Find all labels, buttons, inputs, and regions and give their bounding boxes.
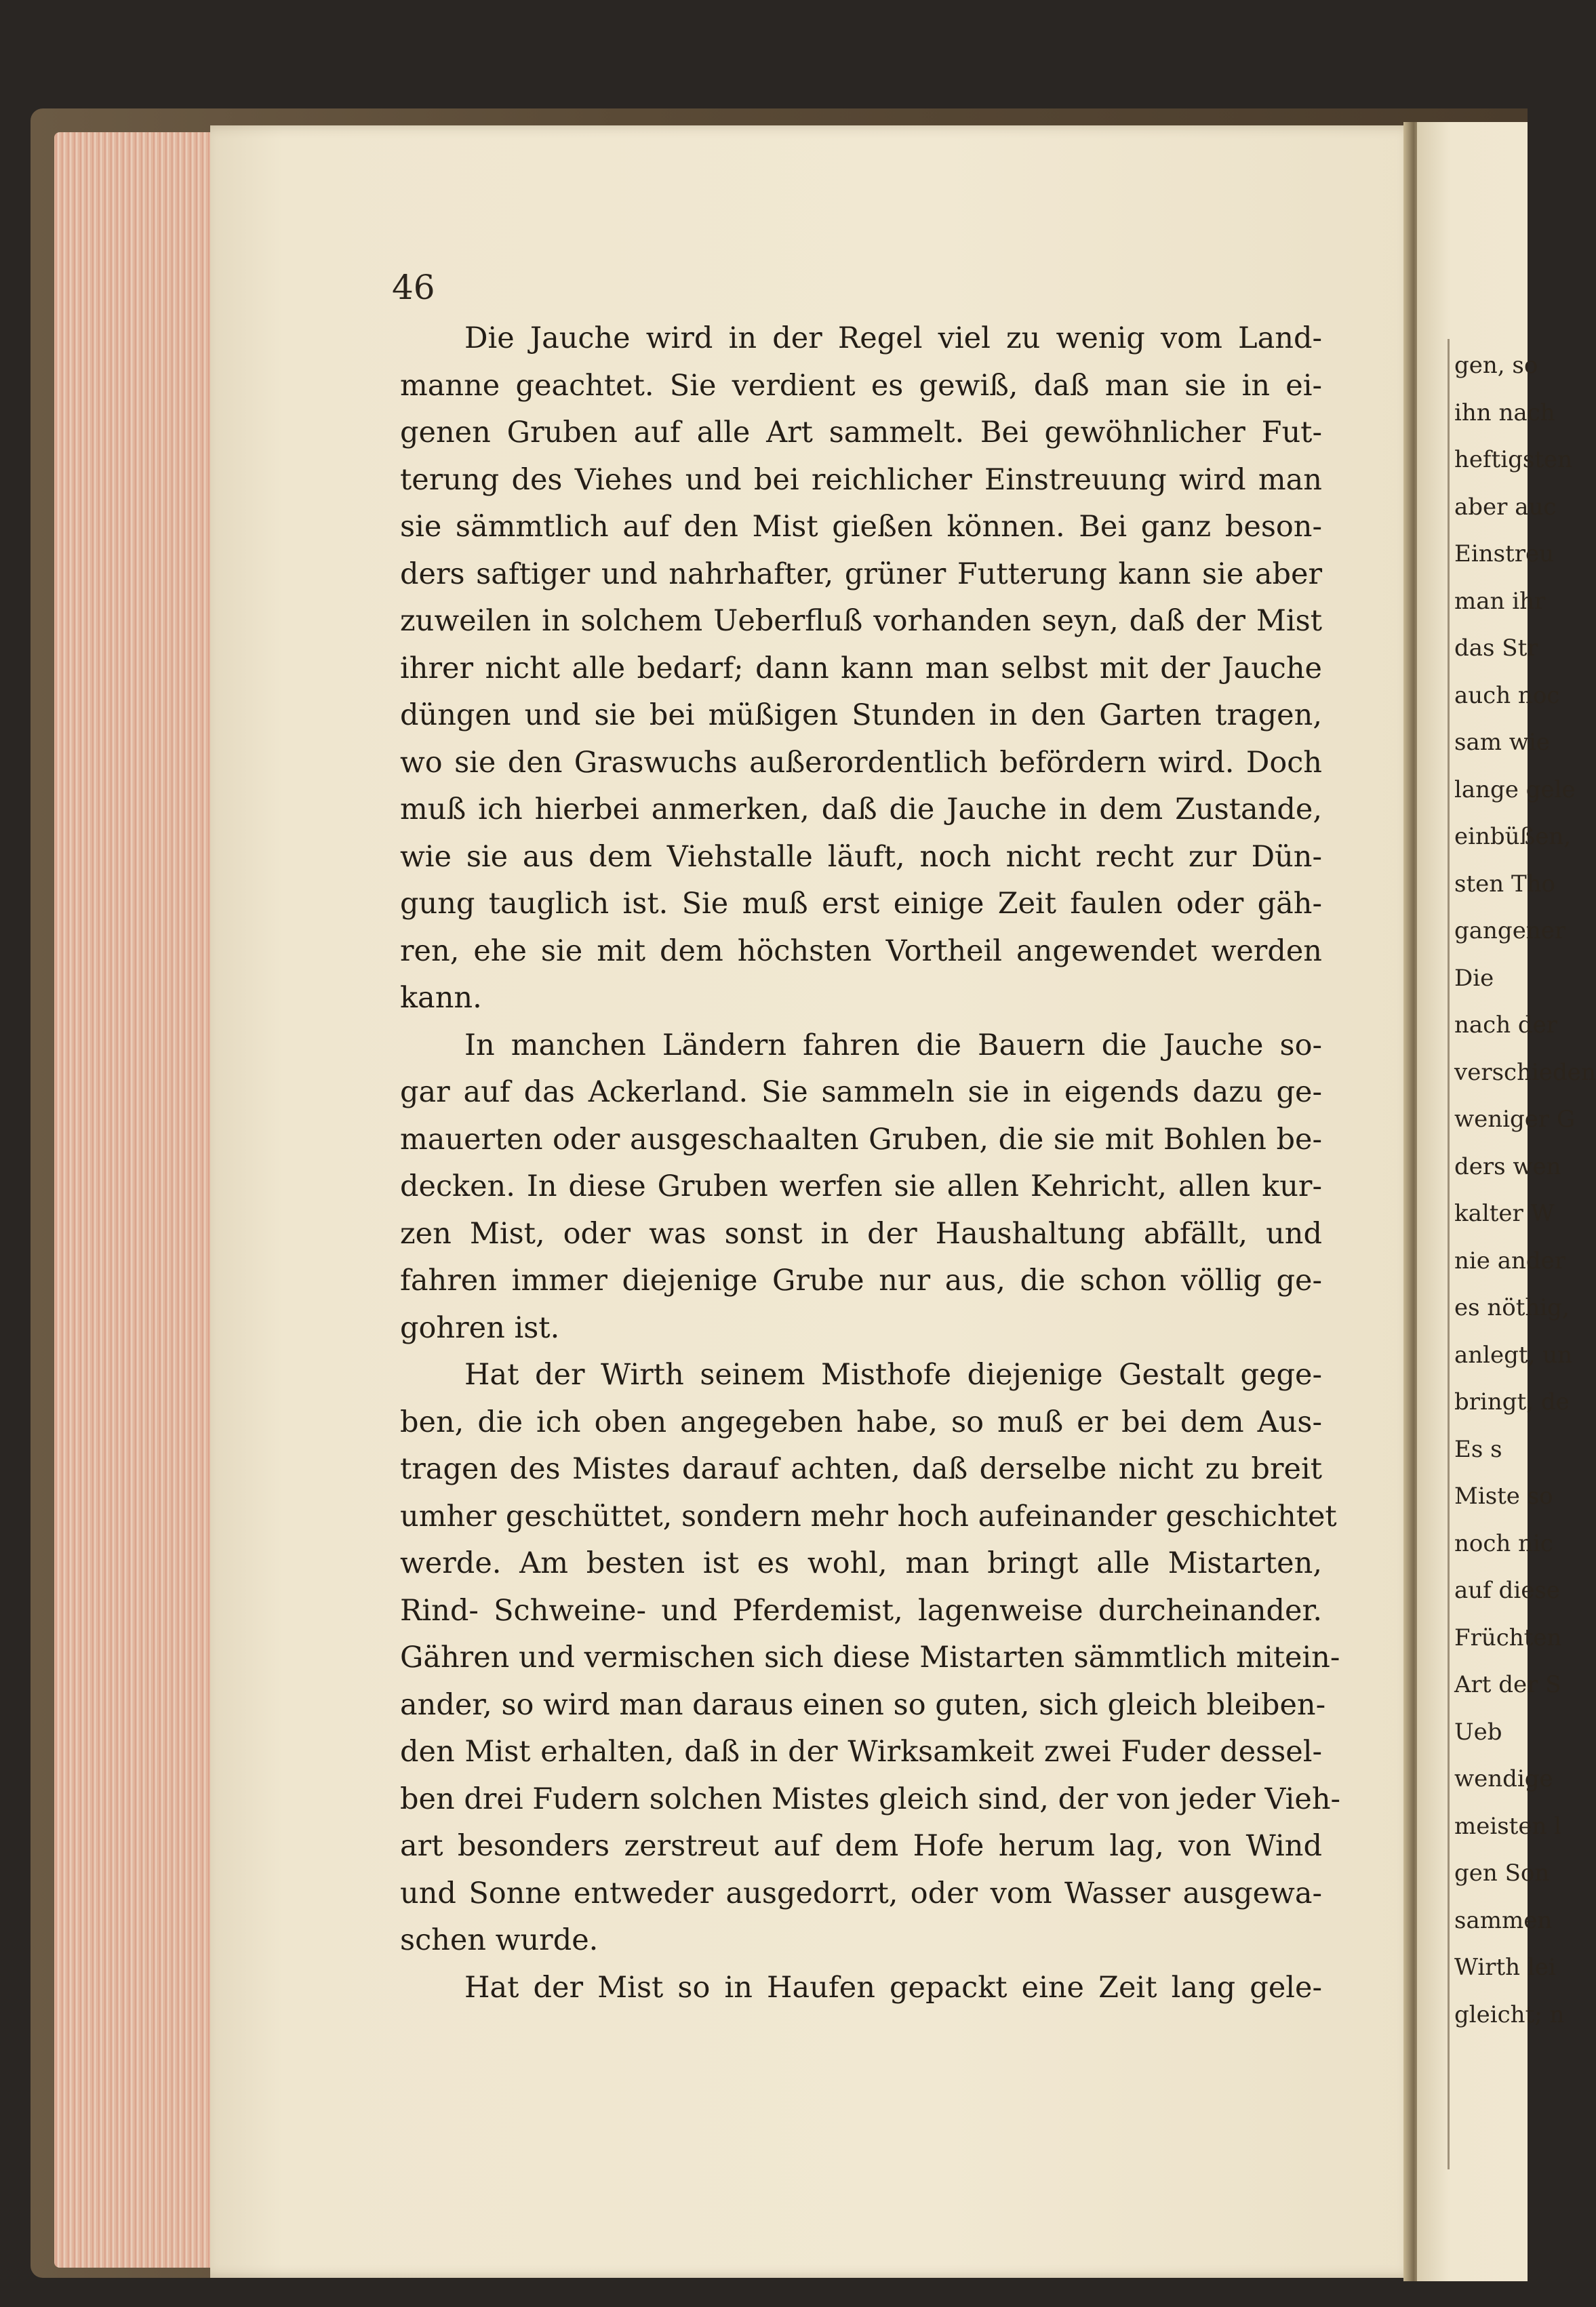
text-line: Hat der Wirth seinem Misthofe diejenige Gestalt gege- — [464, 1358, 1322, 1392]
text-line: Die Jauche wird in der Regel viel zu wenig vom Land- — [464, 321, 1322, 355]
right-page-line: gleicht; n — [1454, 2001, 1565, 2028]
text-line: den Mist erhalten, daß in der Wirksamkeit zwei Fuder dessel- — [400, 1735, 1322, 1769]
text-line: sie sämmtlich auf den Mist gießen können. Bei ganz beson- — [400, 510, 1322, 544]
page-number: 46 — [392, 268, 435, 307]
text-line: manne geachtet. Sie verdient es gewiß, daß man sie in ei- — [400, 368, 1322, 403]
right-page-line: sammen — [1454, 1906, 1553, 1934]
text-line: ders saftiger und nahrhafter, grüner Futterung kann sie aber — [400, 557, 1322, 591]
right-page-line: meisten l — [1454, 1812, 1562, 1840]
text-line: und Sonne entweder ausgedorrt, oder vom Wasser ausgewa- — [400, 1876, 1322, 1910]
right-page-line: ders wen — [1454, 1152, 1561, 1180]
text-line: art besonders zerstreut auf dem Hofe herum lag, von Wind — [400, 1829, 1322, 1863]
text-line: zen Mist, oder was sonst in der Haushaltung abfällt, und — [400, 1216, 1322, 1251]
text-line: gung tauglich ist. Sie muß erst einige Zeit faulen oder gäh- — [400, 887, 1322, 921]
right-page-line: sam wie — [1454, 729, 1550, 756]
text-line: gohren ist. — [400, 1310, 560, 1345]
text-line: ben, die ich oben angegeben habe, so muß er bei dem Aus- — [400, 1405, 1322, 1439]
right-page-line: gen, so — [1454, 352, 1538, 379]
right-page-line: Wirth lei — [1454, 1954, 1556, 1981]
right-page-line: verschieden — [1454, 1058, 1596, 1086]
text-line: genen Gruben auf alle Art sammelt. Bei gewöhnlicher Fut- — [400, 416, 1322, 449]
right-page-line: das Str — [1454, 635, 1538, 662]
text-line: terung des Viehes und bei reichlicher Einstreuung wird man — [400, 462, 1322, 497]
page-body — [400, 315, 1341, 2011]
right-page-line: aber auc — [1454, 493, 1557, 521]
right-page-text — [1454, 342, 1596, 2039]
right-page-line: Früchten — [1454, 1624, 1562, 1651]
text-line: Hat der Mist so in Haufen gepackt eine Zeit lang gele- — [464, 1970, 1322, 2005]
text-line: ben drei Fudern solchen Mistes gleich sind, der von jeder Vieh- — [400, 1782, 1341, 1816]
text-line: schen wurde. — [400, 1923, 599, 1957]
text-line: fahren immer diejenige Grube nur aus, die schon völlig ge- — [400, 1264, 1322, 1298]
text-line: umher geschüttet, sondern mehr hoch aufeinander geschichtet — [400, 1499, 1337, 1533]
text-line: ander, so wird man daraus einen so guten, sich gleich bleiben- — [400, 1687, 1326, 1722]
text-line: decken. In diese Gruben werfen sie allen Kehricht, allen kur- — [400, 1169, 1322, 1203]
text-line: muß ich hierbei anmerken, daß die Jauche in dem Zustande, — [400, 793, 1322, 826]
right-page-line: gen Son — [1454, 1860, 1550, 1887]
right-page-line: noch nic — [1454, 1529, 1553, 1557]
text-line: düngen und sie bei müßigen Stunden in den Garten tragen, — [400, 698, 1322, 732]
right-page-line: anlegt, un — [1454, 1341, 1573, 1369]
right-page-line: heftigsten — [1454, 446, 1573, 473]
text-line: tragen des Mistes darauf achten, daß derselbe nicht zu breit — [400, 1452, 1322, 1486]
right-page-line: nach der — [1454, 1011, 1558, 1039]
page-edges — [54, 132, 224, 2268]
text-line: kann. — [400, 981, 482, 1015]
text-line: ihrer nicht alle bedarf; dann kann man selbst mit der Jauche — [400, 651, 1322, 685]
text-line: wie sie aus dem Viehstalle läuft, noch nicht recht zur Dün- — [400, 839, 1322, 874]
right-page-line: nie ander — [1454, 1247, 1566, 1275]
text-line: wo sie den Graswuchs außerordentlich befördern wird. Doch — [400, 745, 1322, 780]
ink-line — [1448, 339, 1450, 2169]
text-line: zuweilen in solchem Ueberfluß vorhanden seyn, daß der Mist — [400, 604, 1322, 638]
right-page-line: man ihr — [1454, 587, 1546, 615]
text-line: Gähren und vermischen sich diese Mistarten sämmtlich mitein- — [400, 1641, 1340, 1674]
right-page-line: Ueb — [1454, 1718, 1502, 1746]
right-page-line: Es s — [1454, 1435, 1502, 1463]
right-page-line: wendige — [1454, 1765, 1553, 1792]
text-line: ren, ehe sie mit dem höchsten Vortheil angewendet werden — [400, 934, 1322, 968]
right-page-line: sten Tho — [1454, 870, 1555, 898]
right-page-line: Miste so — [1454, 1483, 1553, 1510]
right-page-line: Art der S — [1454, 1671, 1561, 1698]
right-page-line: auf diese — [1454, 1577, 1560, 1604]
right-page-line: bringt, de — [1454, 1388, 1570, 1416]
right-page-line: einbüßen, — [1454, 823, 1572, 850]
right-page-line: weniger G — [1454, 1106, 1576, 1133]
text-line: mauerten oder ausgeschaalten Gruben, die sie mit Bohlen be- — [400, 1122, 1322, 1157]
right-page-line: gangener — [1454, 917, 1566, 944]
right-page-line: lange gele — [1454, 776, 1576, 803]
right-page-line: Einstreu — [1454, 540, 1554, 567]
text-line: werde. Am besten ist es wohl, man bringt alle Mistarten, — [400, 1546, 1322, 1580]
right-page-line: ihn nach — [1454, 399, 1555, 426]
text-line: gar auf das Ackerland. Sie sammeln sie in eigends dazu ge- — [400, 1075, 1322, 1109]
right-page-line: kalter W — [1454, 1200, 1555, 1227]
right-page-line: es nöthig, — [1454, 1294, 1570, 1321]
right-page-line: auch noc — [1454, 681, 1560, 709]
right-page-line: Die — [1454, 964, 1494, 992]
text-line: Rind- Schweine- und Pferdemist, lagenweise durcheinander. — [400, 1593, 1322, 1628]
text-line: In manchen Ländern fahren die Bauern die Jauche so- — [464, 1028, 1322, 1062]
